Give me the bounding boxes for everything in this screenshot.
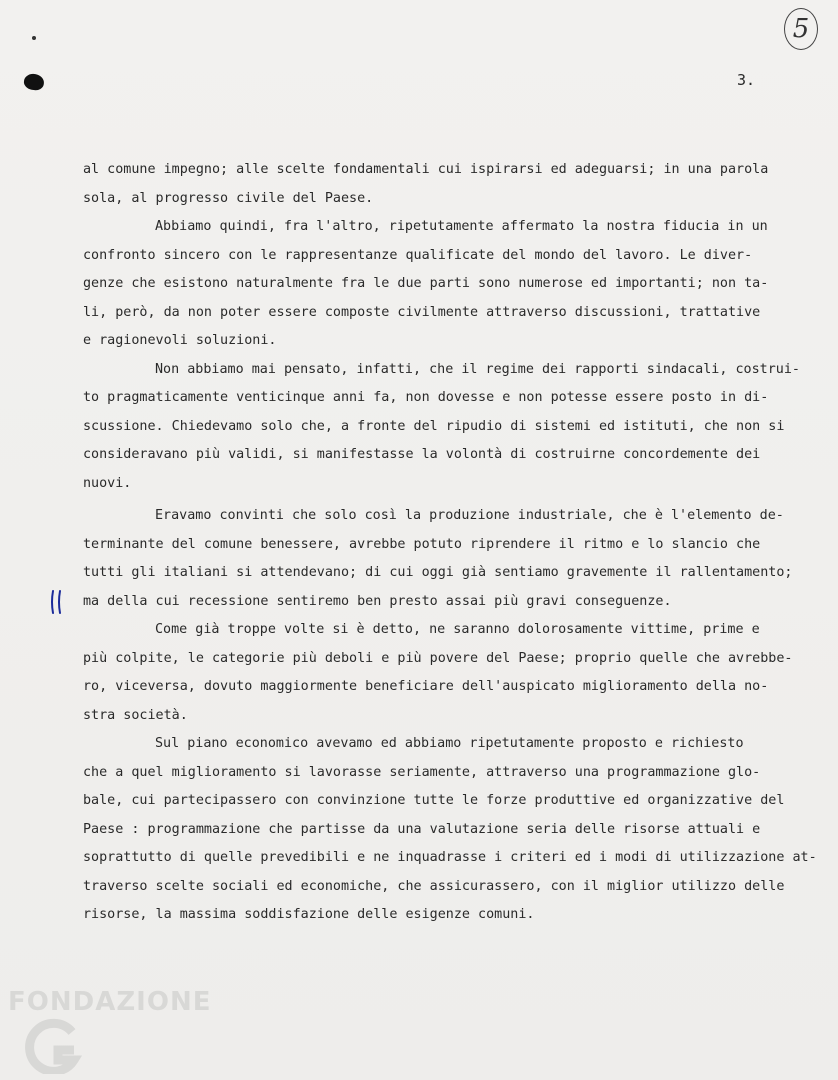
text-line: Abbiamo quindi, fra l'altro, ripetutamente affermato la nostra fiducia in un bbox=[155, 219, 768, 234]
watermark-text: FONDAZIONE bbox=[8, 987, 212, 1017]
folio-number: 5 bbox=[784, 8, 818, 50]
text-line: Eravamo convinti che solo così la produzione industriale, che è l'elemento de- bbox=[155, 508, 784, 523]
text-line: sola, al progresso civile del Paese. bbox=[83, 190, 374, 206]
punch-hole-mark bbox=[23, 72, 45, 91]
text-line: terminante del comune benessere, avrebbe potuto riprendere il ritmo e lo slancio che bbox=[83, 536, 761, 552]
text-line: e ragionevoli soluzioni. bbox=[83, 333, 277, 348]
text-line: Paese : programmazione che partisse da una valutazione seria delle risorse attuali e bbox=[83, 821, 761, 837]
text-line: tutti gli italiani si attendevano; di cui oggi già sentiamo gravemente il rallentamento; bbox=[83, 565, 793, 580]
text-line: Sul piano economico avevamo ed abbiamo ripetutamente proposto e richiesto bbox=[155, 736, 744, 751]
text-line: scussione. Chiedevamo solo che, a fronte del ripudio di sistemi ed istituti, che non si bbox=[83, 418, 785, 434]
text-line: al comune impegno; alle scelte fondamentali cui ispirarsi ed adeguarsi; in una parola bbox=[83, 162, 769, 177]
text-line: to pragmaticamente venticinque anni fa, non dovesse e non potesse essere posto in di- bbox=[83, 390, 769, 405]
text-line: stra società. bbox=[83, 707, 188, 723]
watermark-logo-icon bbox=[12, 1018, 92, 1074]
text-line: traverso scelte sociali ed economiche, che assicurassero, con il miglior utilizzo delle bbox=[83, 878, 785, 894]
text-line: confronto sincero con le rappresentanze qualificate del mondo del lavoro. Le diver- bbox=[83, 247, 753, 263]
text-line: li, però, da non poter essere composte civilmente attraverso discussioni, trattative bbox=[83, 304, 761, 320]
text-line: più colpite, le categorie più deboli e più povere del Paese; proprio quelle che avrebbe- bbox=[83, 650, 793, 666]
text-line: che a quel miglioramento si lavorasse seriamente, attraverso una programmazione glo- bbox=[83, 764, 761, 780]
paper-speck bbox=[32, 36, 36, 40]
body-text bbox=[83, 156, 817, 930]
text-line: soprattutto di quelle prevedibili e ne inquadrasse i criteri ed i modi di utilizzazione at- bbox=[83, 850, 817, 865]
text-line: Come già troppe volte si è detto, ne saranno dolorosamente vittime, prime e bbox=[155, 622, 760, 637]
text-line: Non abbiamo mai pensato, infatti, che il regime dei rapporti sindacali, costrui- bbox=[155, 361, 800, 377]
text-line: genze che esistono naturalmente fra le due parti sono numerose ed importanti; non ta- bbox=[83, 276, 769, 291]
text-line: risorse, la massima soddisfazione delle esigenze comuni. bbox=[83, 907, 535, 922]
page-number: 3. bbox=[737, 71, 756, 89]
text-line: bale, cui partecipassero con convinzione tutte le forze produttive ed organizzative del bbox=[83, 793, 785, 808]
text-line: ro, viceversa, dovuto maggiormente beneficiare dell'auspicato miglioramento della no- bbox=[83, 679, 769, 694]
margin-double-line-mark bbox=[50, 589, 64, 615]
text-line: nuovi. bbox=[83, 475, 132, 491]
text-line: consideravano più validi, si manifestasse la volontà di costruirne concordemente dei bbox=[83, 447, 761, 462]
text-line: ma della cui recessione sentiremo ben presto assai più gravi conseguenze. bbox=[83, 593, 672, 609]
